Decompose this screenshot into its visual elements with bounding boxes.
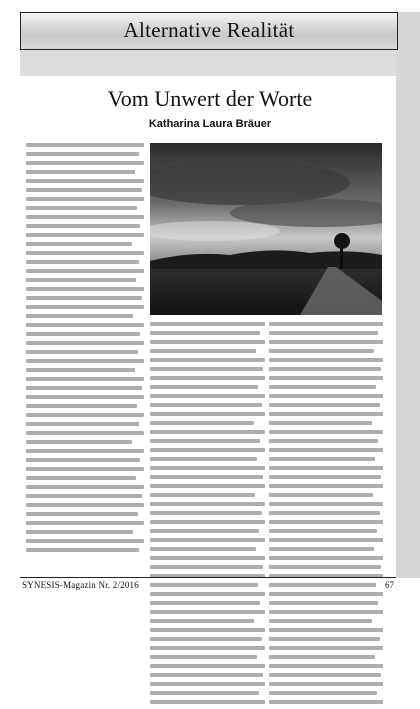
side-stripe — [396, 12, 420, 578]
footer-page-number: 67 — [385, 580, 394, 590]
text-column-right — [269, 322, 383, 709]
header-band — [20, 48, 396, 76]
footer-publication: SYNESIS-Magazin Nr. 2/2016 — [22, 580, 139, 590]
landscape-photo-graphic — [150, 143, 382, 315]
section-banner — [20, 12, 398, 50]
article-author: Katharina Laura Bräuer — [148, 118, 272, 130]
landscape-photo — [150, 143, 382, 315]
article-title: Vom Unwert der Worte — [107, 86, 313, 111]
section-title: Alternative Realität — [123, 18, 295, 42]
text-column-middle — [150, 322, 265, 709]
footer-rule — [20, 577, 396, 578]
text-column-left — [26, 143, 144, 557]
